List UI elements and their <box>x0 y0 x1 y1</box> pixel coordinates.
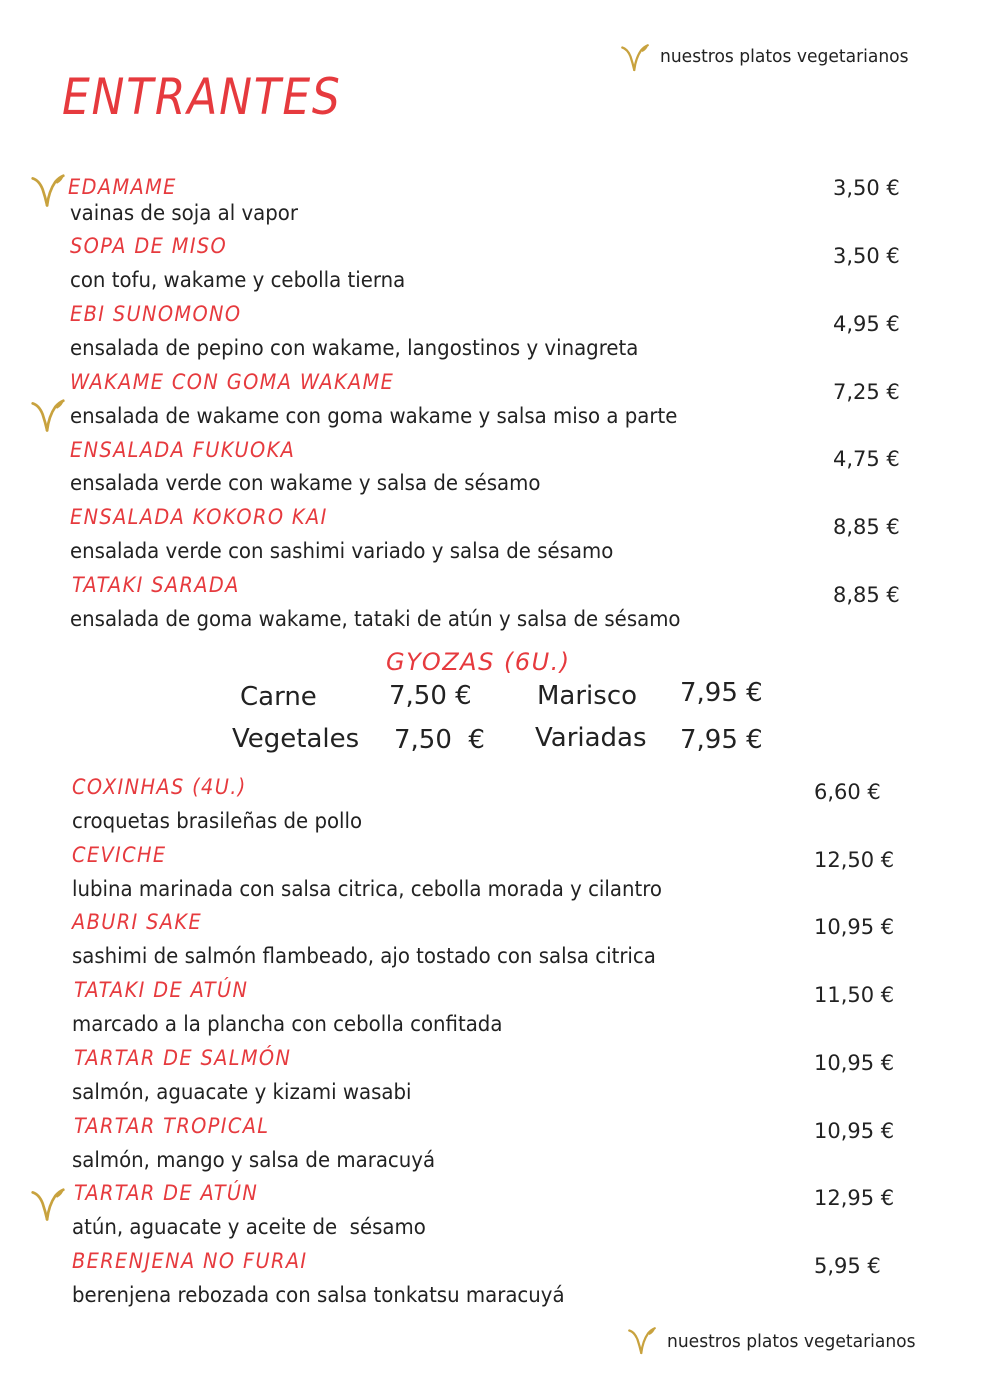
vegetarian-leaf-icon <box>30 172 66 210</box>
dish-description: atún, aguacate y aceite de sésamo <box>72 1215 426 1239</box>
gyoza-item-name: Carne <box>240 682 317 712</box>
dish-price: 8,85 € <box>833 583 900 607</box>
gyoza-item-price: 7,50 € <box>394 725 485 755</box>
dish-name: CEVICHE <box>72 843 167 867</box>
dish-description: ensalada de pepino con wakame, langostinos y vinagreta <box>70 336 639 360</box>
dish-price: 10,95 € <box>814 1119 895 1143</box>
vegetarian-leaf-icon <box>627 1325 657 1357</box>
dish-price: 3,50 € <box>833 244 900 268</box>
dish-price: 4,75 € <box>833 447 900 471</box>
dish-description: con tofu, wakame y cebolla tierna <box>70 268 406 292</box>
dish-price: 11,50 € <box>814 983 895 1007</box>
dish-name: ENSALADA KOKORO KAI <box>70 505 328 529</box>
dish-price: 12,50 € <box>814 848 895 872</box>
dish-description: sashimi de salmón flambeado, ajo tostado con salsa citrica <box>72 944 656 968</box>
gyoza-item-name: Marisco <box>537 681 638 711</box>
dish-description: ensalada de goma wakame, tataki de atún y salsa de sésamo <box>70 607 681 631</box>
gyozas-title: GYOZAS (6U.) <box>386 648 571 676</box>
dish-price: 6,60 € <box>814 780 881 804</box>
dish-description: vainas de soja al vapor <box>70 201 298 225</box>
dish-name: BERENJENA NO FURAI <box>72 1249 308 1273</box>
dish-price: 4,95 € <box>833 312 900 336</box>
dish-name: EDAMAME <box>68 175 177 199</box>
dish-name: TARTAR DE ATÚN <box>74 1181 259 1205</box>
dish-name: TARTAR TROPICAL <box>74 1114 270 1138</box>
dish-description: ensalada de wakame con goma wakame y salsa miso a parte <box>70 404 678 428</box>
vegetarian-leaf-icon <box>30 397 66 435</box>
vegetarian-leaf-icon <box>620 42 650 74</box>
dish-price: 3,50 € <box>833 176 900 200</box>
gyoza-item-price: 7,95 € <box>680 725 763 755</box>
dish-description: salmón, mango y salsa de maracuyá <box>72 1148 436 1172</box>
legend-text: nuestros platos vegetarianos <box>667 1331 916 1352</box>
vegetarian-leaf-icon <box>30 1186 66 1224</box>
dish-name: EBI SUNOMONO <box>70 302 242 326</box>
dish-price: 12,95 € <box>814 1186 895 1210</box>
dish-price: 10,95 € <box>814 1051 895 1075</box>
dish-description: ensalada verde con wakame y salsa de sésamo <box>70 471 541 495</box>
dish-name: SOPA DE MISO <box>70 234 228 258</box>
dish-name: TARTAR DE SALMÓN <box>74 1046 292 1070</box>
dish-description: berenjena rebozada con salsa tonkatsu maracuyá <box>72 1283 565 1307</box>
dish-name: WAKAME CON GOMA WAKAME <box>70 370 395 394</box>
gyoza-item-price: 7,50 € <box>389 681 472 711</box>
dish-price: 7,25 € <box>833 380 900 404</box>
dish-name: TATAKI DE ATÚN <box>74 978 249 1002</box>
dish-name: ABURI SAKE <box>72 910 203 934</box>
dish-name: ENSALADA FUKUOKA <box>70 438 296 462</box>
dish-description: lubina marinada con salsa citrica, cebolla morada y cilantro <box>72 877 662 901</box>
dish-name: TATAKI SARADA <box>72 573 240 597</box>
dish-description: salmón, aguacate y kizami wasabi <box>72 1080 412 1104</box>
dish-price: 8,85 € <box>833 515 900 539</box>
dish-price: 10,95 € <box>814 915 895 939</box>
dish-description: ensalada verde con sashimi variado y salsa de sésamo <box>70 539 614 563</box>
gyoza-item-name: Variadas <box>535 723 647 753</box>
legend-text: nuestros platos vegetarianos <box>660 46 909 67</box>
dish-description: croquetas brasileñas de pollo <box>72 809 363 833</box>
gyoza-item-price: 7,95 € <box>680 678 763 708</box>
section-title: ENTRANTES <box>62 68 342 126</box>
dish-price: 5,95 € <box>814 1254 881 1278</box>
dish-name: COXINHAS (4U.) <box>72 775 247 799</box>
dish-description: marcado a la plancha con cebolla confitada <box>72 1012 503 1036</box>
gyoza-item-name: Vegetales <box>232 724 360 754</box>
